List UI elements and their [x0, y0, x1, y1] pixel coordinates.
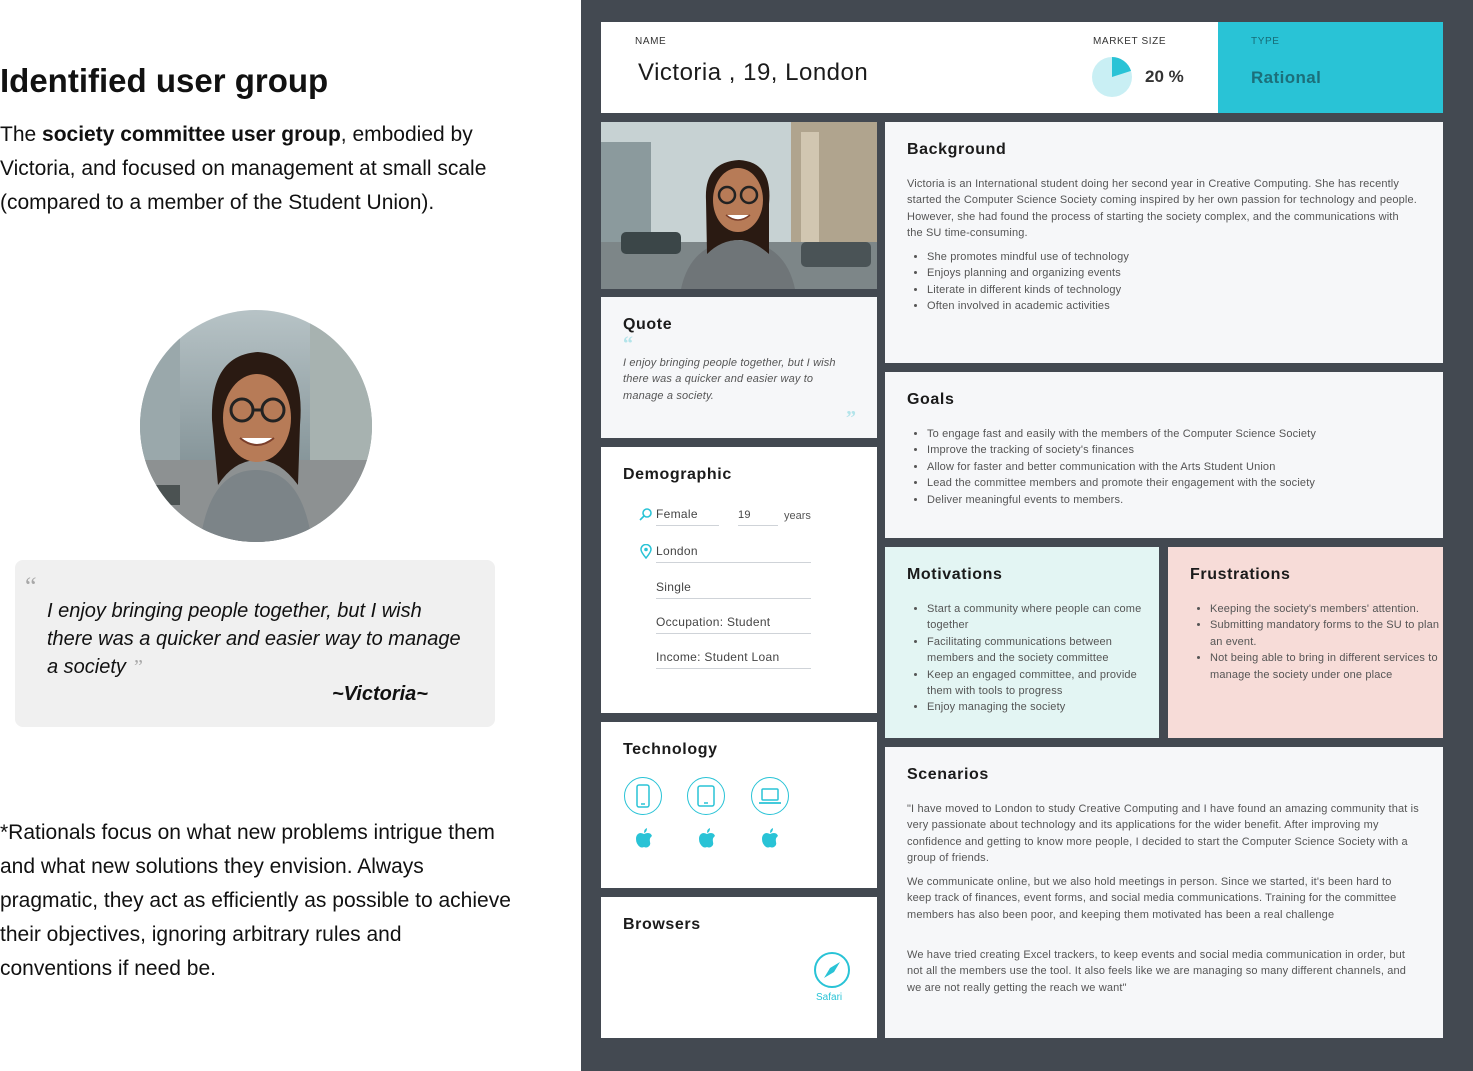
market-pie-chart — [1091, 56, 1133, 98]
type-label: TYPE — [1251, 36, 1280, 47]
status-field: Single — [656, 580, 811, 599]
demographic-title: Demographic — [623, 466, 732, 483]
persona-photo — [601, 122, 877, 289]
motivations-list — [907, 601, 1157, 716]
quote-open-icon: “ — [25, 572, 37, 601]
gender-icon — [639, 507, 653, 521]
background-card — [885, 122, 1443, 363]
list-item: • Allow for faster and better communication with the Arts Student Union — [927, 459, 1447, 475]
persona-card — [581, 0, 1473, 1071]
list-item: • To engage fast and easily with the members of the Computer Science Society — [927, 426, 1447, 442]
quote-author: ~Victoria~ — [332, 683, 428, 705]
income-field: Income: Student Loan — [656, 650, 811, 669]
occupation-field: Occupation: Student — [656, 615, 811, 634]
gender-field: Female — [656, 507, 719, 526]
list-item: • Keep an engaged committee, and provide them with tools to progress — [927, 667, 1157, 700]
location-pin-icon — [640, 544, 652, 559]
frustrations-title: Frustrations — [1190, 566, 1291, 583]
left-quote-text: I enjoy bringing people together, but I wish there was a quicker and easier way to manage a society — [47, 600, 461, 678]
browsers-title: Browsers — [623, 916, 701, 933]
quote-card — [601, 297, 877, 438]
list-item: • Deliver meaningful events to members. — [927, 492, 1447, 508]
background-list — [907, 249, 1437, 315]
list-item: • She promotes mindful use of technology — [927, 249, 1437, 265]
name-label: NAME — [635, 36, 667, 47]
rational-note: *Rationals focus on what new problems intrigue them and what new solutions they envision. Always pragmatic, they act as efficiently as possible to achieve their objectives, ignoring arbitrary rules and conventions if need be. — [0, 821, 511, 980]
list-item: • Start a community where people can come together — [927, 601, 1157, 634]
goals-title: Goals — [907, 391, 955, 408]
technology-card — [601, 722, 877, 888]
safari-label: Safari — [816, 992, 843, 1003]
list-item: • Enjoys planning and organizing events — [927, 265, 1437, 281]
scenario-paragraph: We have tried creating Excel trackers, to keep events and social media communication in order, but not all the members use the tool. It also feels like we are managing so many different channels, and we are not really getting the reach we want" — [907, 949, 1407, 994]
quote-close-icon: ” — [846, 407, 856, 429]
market-size-label: MARKET SIZE — [1093, 36, 1167, 47]
motivations-card — [885, 547, 1159, 738]
scenario-paragraph: We communicate online, but we also hold meetings in person. Since we started, it's been hard to keep track of finances, event forms, and social media communications. Training for the committee members has also been poor, and keeping them motivated has been a real challenge — [907, 876, 1397, 921]
tablet-icon — [687, 777, 725, 815]
intro-paragraph — [0, 118, 520, 220]
scenarios-title: Scenarios — [907, 766, 989, 783]
left-quote — [47, 597, 467, 681]
header-type — [1218, 22, 1443, 113]
quote-title: Quote — [623, 316, 673, 333]
apple-icon — [635, 827, 653, 849]
list-item: • Lead the committee members and promote their engagement with the society — [927, 475, 1447, 491]
list-item: • Submitting mandatory forms to the SU to plan an event. — [1210, 617, 1440, 650]
market-size-value: 20 % — [1145, 67, 1184, 86]
intro-suffix: , embodied by Victoria, and focused on management at small scale (compared to a member of the Student Union). — [0, 123, 487, 214]
quote-text: I enjoy bringing people together, but I wish there was a quicker and easier way to manage a society. — [623, 357, 836, 402]
goals-list — [907, 426, 1447, 508]
goals-card — [885, 372, 1443, 538]
apple-icon — [761, 827, 779, 849]
frustrations-list — [1190, 601, 1440, 683]
type-value: Rational — [1251, 68, 1322, 87]
demographic-card — [601, 447, 877, 713]
phone-icon — [624, 777, 662, 815]
laptop-icon — [751, 777, 789, 815]
quote-open-icon: “ — [623, 333, 633, 355]
scenario-paragraph: "I have moved to London to study Creative Computing and I have found an amazing community that is very passionate about technology and its applications for the wider benefit. After improving my confidence and getting to know more people, I decided to start the Computer Science Society with a group of friends. — [907, 803, 1419, 865]
location-field: London — [656, 544, 811, 563]
intro-bold: society committee user group — [42, 123, 341, 146]
list-item: • Not being able to bring in different services to manage the society under one place — [1210, 650, 1440, 683]
header-name-market — [601, 22, 1219, 113]
browsers-card — [601, 897, 877, 1038]
list-item: • Facilitating communications between members and the society committee — [927, 634, 1157, 667]
background-paragraph: Victoria is an International student doing her second year in Creative Computing. She has recently started the Computer Science Society coming inspired by her own passion for technology and people. However, she had found the process of starting the society complex, and the communications with the SU time-consuming. — [907, 178, 1417, 240]
quote-close-icon: ” — [133, 656, 143, 678]
frustrations-card — [1168, 547, 1443, 738]
apple-icon — [698, 827, 716, 849]
list-item: • Enjoy managing the society — [927, 699, 1157, 715]
motivations-title: Motivations — [907, 566, 1003, 583]
persona-name: Victoria , 19, London — [638, 59, 869, 86]
persona-avatar — [140, 310, 372, 542]
safari-icon — [813, 951, 851, 989]
list-item: • Often involved in academic activities — [927, 298, 1437, 314]
list-item: • Improve the tracking of society's finances — [927, 442, 1447, 458]
list-item: • Keeping the society's members' attention. — [1210, 601, 1440, 617]
background-title: Background — [907, 141, 1007, 158]
page-title: Identified user group — [0, 62, 329, 99]
list-item: • Literate in different kinds of technology — [927, 282, 1437, 298]
age-unit: years — [784, 510, 811, 522]
technology-title: Technology — [623, 741, 718, 758]
intro-prefix: The — [0, 123, 43, 146]
scenarios-card — [885, 747, 1443, 1038]
age-field: 19 — [738, 509, 778, 526]
